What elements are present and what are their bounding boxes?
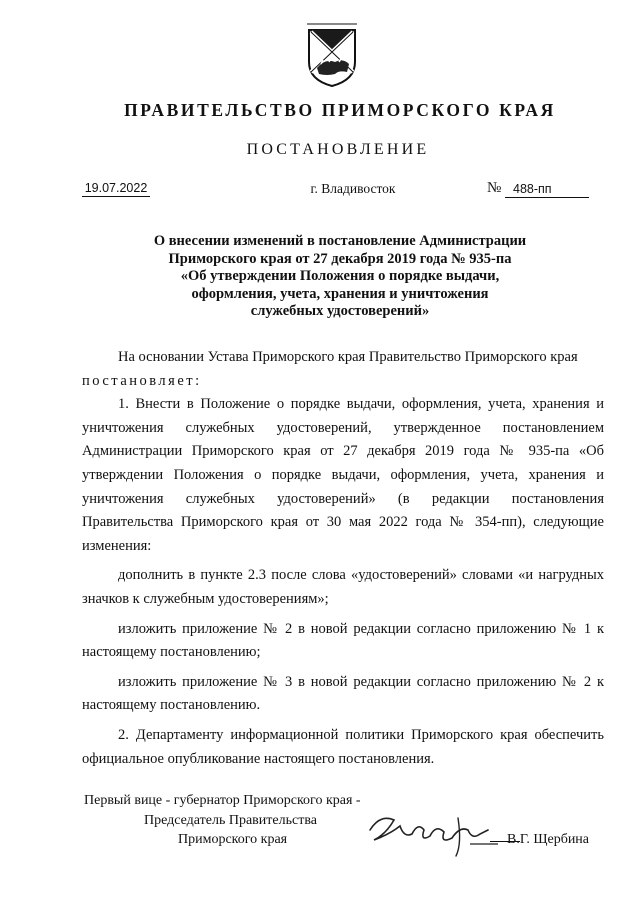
signatory-position-line1: Первый вице - губернатор Приморского края - — [84, 793, 361, 808]
document-body — [82, 346, 604, 771]
item-2-paragraph: 2. Департаменту информационной политики Приморского края обеспечить официальное опубликование настоящего постановления. — [82, 726, 604, 767]
subject-line: оформления, учета, хранения и уничтожения — [191, 285, 489, 302]
document-subject — [100, 233, 580, 321]
subject-line: служебных удостоверений» — [250, 303, 430, 319]
signatory-position-line3: Приморского края — [178, 832, 288, 847]
decree-word: постановляет: — [82, 372, 202, 389]
subject-line: Приморского края от 27 декабря 2019 года № 935-па — [168, 250, 512, 267]
subject-line: О внесении изменений в постановление Администрации — [153, 233, 527, 249]
subject-line: «Об утверждении Положения о порядке выдачи, — [180, 268, 500, 284]
document-date: 19.07.2022 — [82, 181, 150, 197]
document-city: г. Владивосток — [310, 181, 396, 196]
signatory-position-line2: Председатель Правительства — [144, 813, 317, 828]
number-sign: № — [487, 180, 502, 196]
item-1-paragraph: 1. Внести в Положение о порядке выдачи, оформления, учета, хранения и уничтожения служебных удостоверений, утвержденное постановлением Администрации Приморского края от 27 декабря 2019 года № 935-па «Об утверждении Положения о порядке выдачи, оформления, учета, хранения и уничтожения служебных удостоверений» (в редакции постановления Правительства Приморского края от 30 мая 2022 года № 354-пп), следующие изменения: — [82, 396, 604, 554]
item-1a-paragraph: дополнить в пункте 2.3 после слова «удостоверений» словами «и нагрудных значков к служебным удостоверениям»; — [82, 567, 604, 607]
item-1b-paragraph: изложить приложение № 2 в новой редакции согласно приложению № 1 к настоящему постановлению; — [82, 620, 604, 661]
document-number: 488-пп — [505, 182, 589, 198]
handwritten-signature-icon — [360, 800, 500, 860]
document-type: ПОСТАНОВЛЕНИЕ — [246, 141, 430, 158]
item-1c-paragraph: изложить приложение № 3 в новой редакции согласно приложению № 2 к настоящему постановлению. — [82, 673, 604, 714]
intro-paragraph: На основании Устава Приморского края Правительство Приморского края — [118, 349, 578, 365]
government-title: ПРАВИТЕЛЬСТВО ПРИМОРСКОГО КРАЯ — [124, 100, 556, 120]
coat-of-arms-icon — [305, 22, 359, 88]
signatory-name: В.Г. Щербина — [507, 832, 590, 847]
